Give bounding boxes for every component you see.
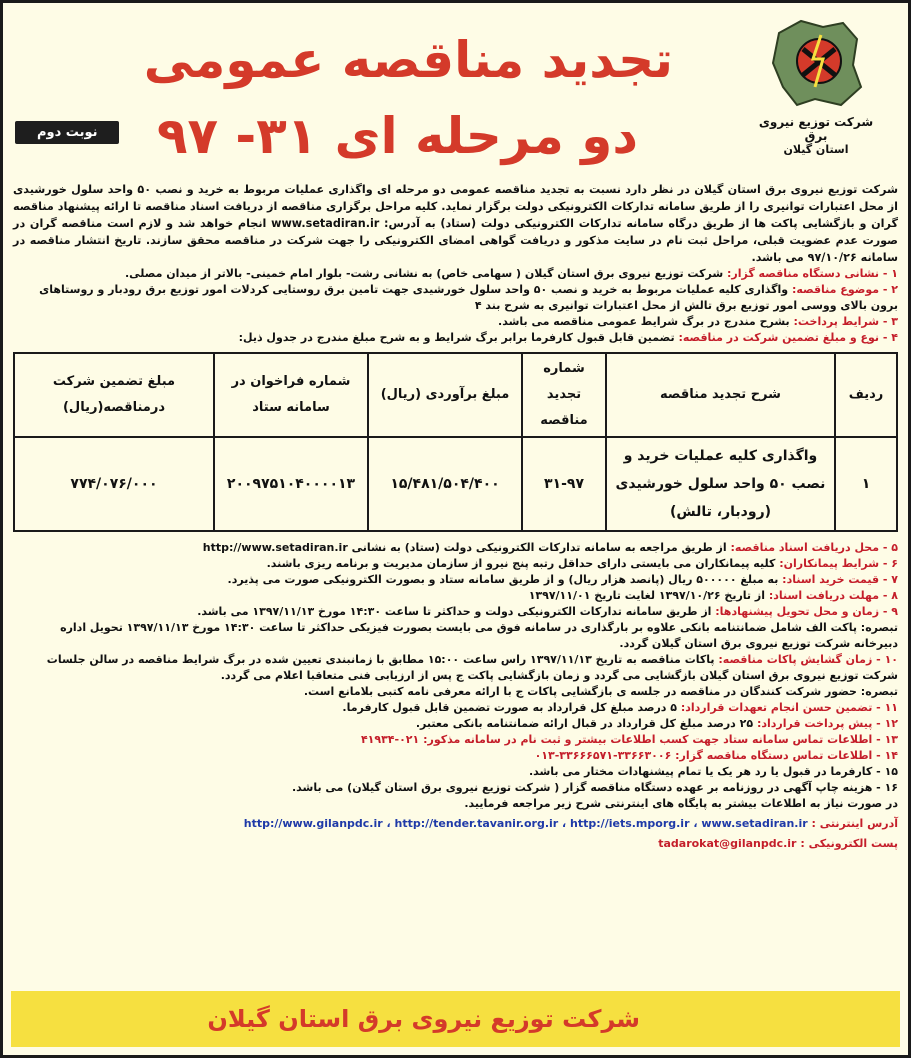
company-name: شرکت توزیع نیروی برق xyxy=(758,115,874,143)
iran-map-logo-icon xyxy=(761,13,871,113)
item-text: تضمین قابل قبول کارفرما برابر برگ شرایط و به شرح مبلغ مندرج در جدول ذیل: xyxy=(238,331,675,344)
table-cell: واگذاری کلیه عملیات خرید و نصب ۵۰ واحد سلول خورشیدی (رودبار، تالش) xyxy=(606,437,835,531)
item-label: ۱۱ - تضمین حسن انجام تعهدات قرارداد: xyxy=(680,701,898,714)
notice-item xyxy=(13,556,898,572)
websites-links[interactable]: http://www.gilanpdc.ir ، http://tender.tavanir.org.ir ، http://iets.mporg.ir ، www.setadiran.ir xyxy=(243,817,808,830)
notice-item xyxy=(13,716,898,732)
item-text: پاکات مناقصه به تاریخ ۱۳۹۷/۱۱/۱۳ راس ساعت ۱۵:۰۰ مطابق با زمانبندی تعیین شده در برگ شرایط مناقصه در سالن جلسات شرکت توزیع نیروی برق استان گیلان بازگشایی می گردد و زمان بازگشایی پاکت ج پس از ارزیابی فنی متعاقبا اعلام می گردد. xyxy=(46,653,898,682)
table-header: شرح تجدید مناقصه xyxy=(606,353,835,437)
table-header-row xyxy=(14,353,897,437)
notice-item xyxy=(13,314,898,330)
item-text: از تاریخ ۱۳۹۷/۱۰/۲۶ لغایت تاریخ ۱۳۹۷/۱۱/۰۱ xyxy=(528,589,765,602)
item-text: کلیه پیمانکاران می بایستی دارای حداقل رتبه پنج نیرو از سازمان مدیریت و برنامه ریزی باشند. xyxy=(266,557,776,570)
item-label: ۱۰ - زمان گشایش پاکات مناقصه: xyxy=(718,653,898,666)
item-label: ۳ - شرایط پرداخت: xyxy=(793,315,898,328)
notice-item xyxy=(13,748,898,764)
notice-item xyxy=(13,588,898,604)
item-text: ۳۳۶۶۳۰۰۶-۳۳۶۶۶۵۷۱-۰۱۳ xyxy=(534,749,672,762)
item-text: بشرح مندرج در برگ شرایط عمومی مناقصه می باشد. xyxy=(498,315,790,328)
item-text: ۵ درصد مبلغ کل قرارداد به صورت تضمین قابل قبول کارفرما. xyxy=(342,701,677,714)
item-text: تبصره: حضور شرکت کنندگان در مناقصه در جلسه ی بازگشایی پاکات ج با ارائه معرفی نامه کتبی بلامانع است. xyxy=(303,685,898,698)
table-cell: ۷۷۴/۰۷۶/۰۰۰ xyxy=(14,437,214,531)
item-label: ۱۲ - پیش پرداخت قرارداد: xyxy=(756,717,898,730)
notice-item xyxy=(13,540,898,556)
item-text: در صورت نیاز به اطلاعات بیشتر به پایگاه های اینترنتی شرح زیر مراجعه فرمایید. xyxy=(464,797,898,810)
table-cell: ۲۰۰۹۷۵۱۰۴۰۰۰۰۱۳ xyxy=(214,437,368,531)
notice-item xyxy=(13,604,898,620)
table-row xyxy=(14,437,897,531)
table-header: مبلغ تضمین شرکت درمناقصه(ریال) xyxy=(14,353,214,437)
notice-item xyxy=(13,732,898,748)
item-text: تبصره: پاکت الف شامل ضمانتنامه بانکی علاوه بر بارگذاری در سامانه فوق می بایست بصورت فیزیکی حداکثر تا ساعت ۱۴:۳۰ مورخ ۱۳۹۷/۱۱/۱۳ تحویل اداره دبیرخانه شرکت توزیع نیروی برق استان گیلان گردد. xyxy=(60,621,898,650)
item-label: ۵ - محل دریافت اسناد مناقصه: xyxy=(730,541,898,554)
company-province: استان گیلان xyxy=(783,143,849,156)
item-label: ۸ - مهلت دریافت اسناد: xyxy=(768,589,898,602)
email-label: پست الکترونیکی : xyxy=(800,837,898,850)
notice-subtitle: دو مرحله ای ۳۱- ۹۷ xyxy=(156,107,638,165)
notice-item xyxy=(13,796,898,812)
notice-note xyxy=(13,684,898,700)
notice-item xyxy=(13,282,898,314)
item-text: ۱۵ - کارفرما در قبول یا رد هر یک یا تمام پیشنهادات مختار می باشد. xyxy=(528,765,898,778)
item-text: به مبلغ ۵۰۰۰۰۰ ریال (پانصد هزار ریال) و از طریق سامانه ستاد و بصورت الکترونیکی صورت می پذیرد. xyxy=(227,573,779,586)
item-label: ۱ - نشانی دستگاه مناقصه گزار: xyxy=(726,267,898,280)
item-text: از طریق مراجعه به سامانه تدارکات الکترونیکی دولت (ستاد) به نشانی http://www.setadiran.ir xyxy=(202,541,727,554)
notice-item xyxy=(13,266,898,282)
notice-item xyxy=(13,652,898,684)
item-text: از طریق سامانه تدارکات الکترونیکی دولت و حداکثر تا ساعت ۱۴:۳۰ مورخ ۱۳۹۷/۱۱/۱۳ می باشد. xyxy=(197,605,712,618)
table-header: شماره تجدید مناقصه xyxy=(522,353,606,437)
table-cell: ۱ xyxy=(835,437,897,531)
item-label: ۱۳ - اطلاعات تماس سامانه ستاد جهت کسب اطلاعات بیشتر و ثبت نام در سامانه مذکور: xyxy=(423,733,898,746)
item-label: ۱۴ - اطلاعات تماس دستگاه مناقصه گزار: xyxy=(675,749,898,762)
item-text: ۲۵ درصد مبلغ کل قرارداد در قبال ارائه ضمانتنامه بانکی معتبر. xyxy=(415,717,754,730)
websites-line xyxy=(13,816,898,832)
item-text: ۱۶ - هزینه چاپ آگهی در روزنامه بر عهده دستگاه مناقصه گزار ( شرکت توزیع نیروی برق استان گیلان) می باشد. xyxy=(291,781,898,794)
websites-label: آدرس اینترنتی : xyxy=(811,817,898,830)
company-logo-block xyxy=(746,13,886,156)
table-cell: ۱۵/۴۸۱/۵۰۴/۴۰۰ xyxy=(368,437,522,531)
publication-round-badge: نوبت دوم xyxy=(15,121,119,144)
item-text: شرکت توزیع نیروی برق استان گیلان ( سهامی خاص) به نشانی رشت- بلوار امام خمینی- بالاتر از میدان مصلی. xyxy=(124,267,724,280)
item-text: واگذاری کلیه عملیات مربوط به خرید و نصب ۵۰ واحد سلول خورشیدی جهت تامین برق روستایی کردلات امور توزیع برق رودبار و روستاهای برون بالای ووسی امور توزیع برق تالش از محل اعتبارات توانیری به شرح بند ۴ xyxy=(39,283,898,312)
footer-company-name: شرکت توزیع نیروی برق استان گیلان xyxy=(207,1005,640,1033)
notice-item xyxy=(13,780,898,796)
table-header: ردیف xyxy=(835,353,897,437)
tender-table xyxy=(13,352,898,532)
footer-banner xyxy=(11,991,900,1047)
notice-item xyxy=(13,764,898,780)
item-label: ۹ - زمان و محل تحویل پیشنهادها: xyxy=(715,605,898,618)
intro-paragraph: شرکت توزیع نیروی برق استان گیلان در نظر دارد نسبت به تجدید مناقصه عمومی دو مرحله ای واگذاری عملیات مربوط به خرید و نصب ۵۰ واحد سلول خورشیدی از محل اعتبارات توانیری را از طریق سامانه تدارکات الکترونیکی دولت برگزار نماید. کلیه مراحل برگزاری مناقصه از دریافت اسناد مناقصه تا ارائه پیشنهاد مناقصه گران و بازگشایی پاکت ها از طریق درگاه سامانه تدارکات الکترونیکی دولت (ستاد) به آدرس: www.setadiran.ir انجام خواهد شد و لازم است مناقصه گران در صورت عدم عضویت قبلی، مراحل ثبت نام در سایت مذکور و دریافت گواهی امضای الکترونیکی را جهت شرکت در مناقصه محقق سازند. تاریخ انتشار مناقصه در سامانه ۹۷/۱۰/۲۶ می باشد. xyxy=(13,183,899,264)
notice-title: تجدید مناقصه عمومی xyxy=(143,31,673,89)
notice-item xyxy=(13,572,898,588)
item-text: ۰۲۱-۴۱۹۳۴ xyxy=(360,733,420,746)
item-label: ۲ - موضوع مناقصه: xyxy=(791,283,898,296)
item-label: ۴ - نوع و مبلغ تضمین شرکت در مناقصه: xyxy=(678,331,898,344)
notice-item xyxy=(13,330,898,346)
item-label: ۶ - شرایط پیمانکاران: xyxy=(779,557,898,570)
notice-header xyxy=(3,3,908,181)
email-link[interactable]: tadarokat@gilanpdc.ir xyxy=(658,837,797,850)
notice-item xyxy=(13,700,898,716)
table-cell: ۳۱-۹۷ xyxy=(522,437,606,531)
notice-note xyxy=(13,620,898,652)
table-header: مبلغ برآوردی (ریال) xyxy=(368,353,522,437)
table-header: شماره فراخوان در سامانه ستاد xyxy=(214,353,368,437)
email-line xyxy=(13,836,898,852)
notice-body xyxy=(3,181,908,852)
item-label: ۷ - قیمت خرید اسناد: xyxy=(782,573,898,586)
